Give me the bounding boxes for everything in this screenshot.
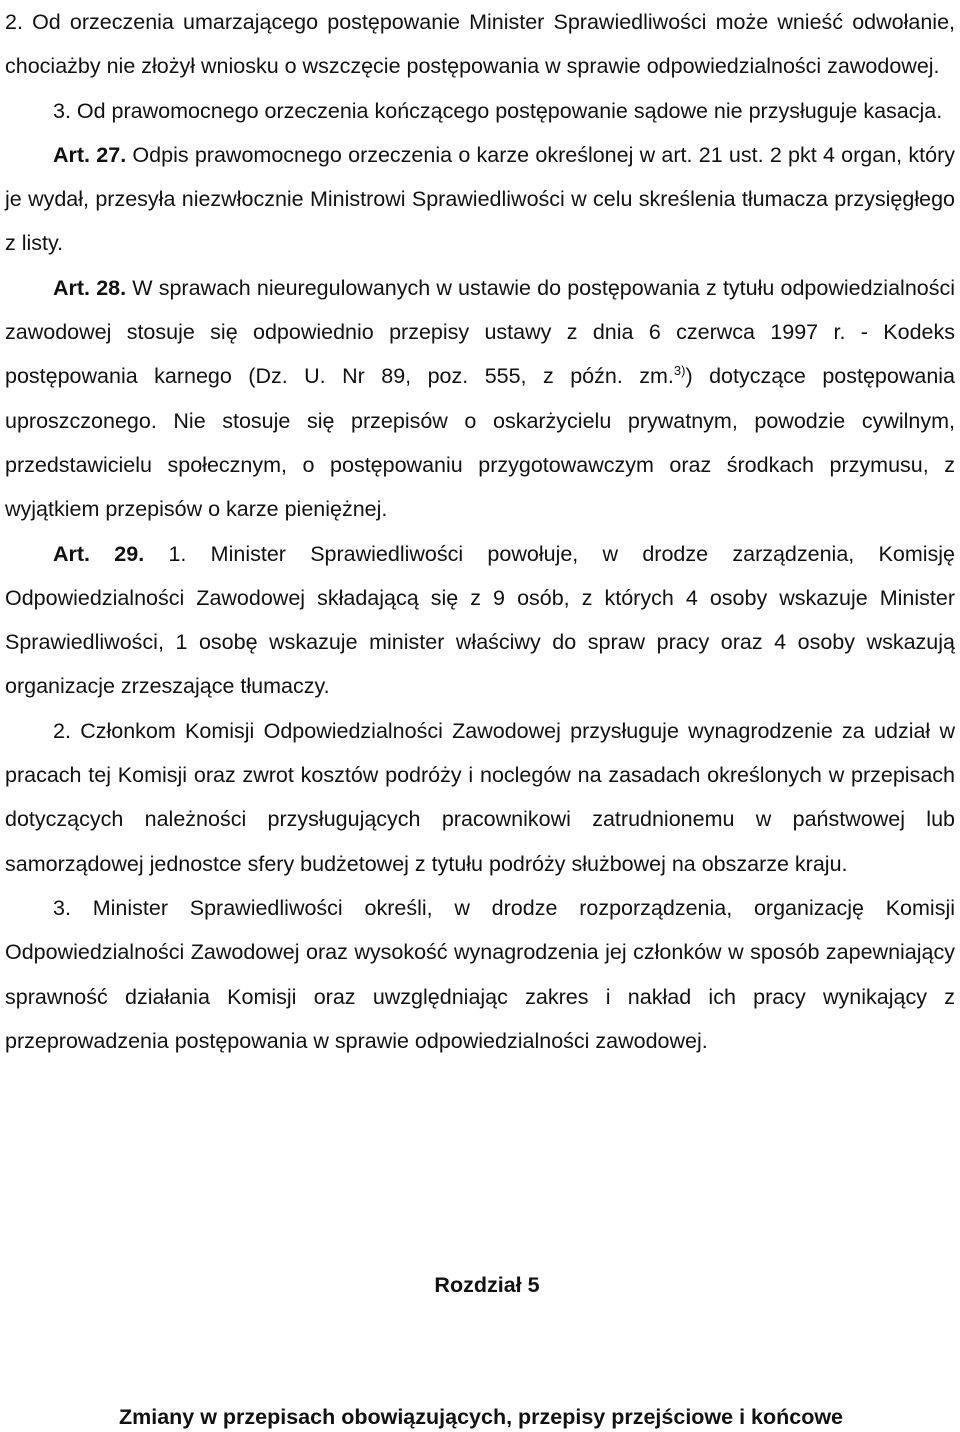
paragraph-text: 2. Członkom Komisji Odpowiedzialności Zawodowej przysługuje wynagrodzenie za udział w pracach tej Komisji oraz zwrot kosztów podróży i noclegów na zasadach określonych w przepisach dotyczących należności przysługujących pracownikowi zatrudnionemu w państwowej lub samorządowej jednostce sfery budżetowej z tytułu podróży służbowej na obszarze kraju. xyxy=(5,718,955,876)
paragraph-text: W sprawach nieuregulowanych w ustawie do postępowania z tytułu odpowiedzialności zawodowej stosuje się odpowiednio przepisy ustawy z dnia 6 czerwca 1997 r. - Kodeks postępowania karnego (Dz. U. Nr 89, poz. 555, z późn. zm. xyxy=(5,275,956,389)
paragraph-text: 3. Od prawomocnego orzeczenia kończącego postępowanie sądowe nie przysługuje kasacja. xyxy=(53,98,943,123)
paragraph-art26-ust2 xyxy=(5,0,955,89)
document-body xyxy=(5,0,955,1063)
paragraph-text: Odpis prawomocnego orzeczenia o karze określonej w art. 21 ust. 2 pkt 4 organ, który je wydał, przesyła niezwłocznie Ministrowi Sprawiedliwości w celu skreślenia tłumacza przysięgłego z listy. xyxy=(5,142,955,256)
chapter-title: Zmiany w przepisach obowiązujących, przepisy przejściowe i końcowe xyxy=(118,1405,844,1429)
paragraph-text: 2. Od orzeczenia umarzającego postępowanie Minister Sprawiedliwości może wnieść odwołanie, chociażby nie złożył wniosku o wszczęcie postępowania w sprawie odpowiedzialności zawodowej. xyxy=(5,10,955,79)
paragraph-art29-ust2 xyxy=(5,709,955,886)
article-label: Art. 29. xyxy=(53,541,145,566)
paragraph-text-continued: ) dotyczące postępowania uproszczonego. Nie stosuje się przepisów o oskarżycielu prywatnym, powodzie cywilnym, przedstawicielu społecznym, o postępowaniu przygotowawczym oraz środkach przymusu, z wyjątkiem przepisów o karze pieniężnej. xyxy=(5,364,956,522)
paragraph-art28 xyxy=(5,266,955,532)
article-label: Art. 27. xyxy=(53,142,127,167)
paragraph-art27 xyxy=(5,133,955,266)
paragraph-text: 1. Minister Sprawiedliwości powołuje, w drodze zarządzenia, Komisję Odpowiedzialności Zawodowej składającą się z 9 osób, z których 4 osoby wskazuje Minister Sprawiedliwości, 1 osobę wskazuje minister właściwy do spraw pracy oraz 4 osoby wskazują organizacje zrzeszające tłumaczy. xyxy=(5,541,956,699)
chapter-number: Rozdział 5 xyxy=(434,1273,540,1297)
paragraph-text: 3. Minister Sprawiedliwości określi, w drodze rozporządzenia, organizację Komisji Odpowiedzialności Zawodowej oraz wysokość wynagrodzenia jej członków w sposób zapewniający sprawność działania Komisji oraz uwzględniając zakres i nakład ich pracy wynikający z przeprowadzenia postępowania w sprawie odpowiedzialności zawodowej. xyxy=(5,895,955,1053)
paragraph-art29-ust3 xyxy=(5,886,955,1063)
article-label: Art. 28. xyxy=(53,275,127,300)
paragraph-art29-ust1 xyxy=(5,532,955,709)
footnote-ref: 3) xyxy=(673,363,686,379)
paragraph-art26-ust3 xyxy=(5,89,955,133)
